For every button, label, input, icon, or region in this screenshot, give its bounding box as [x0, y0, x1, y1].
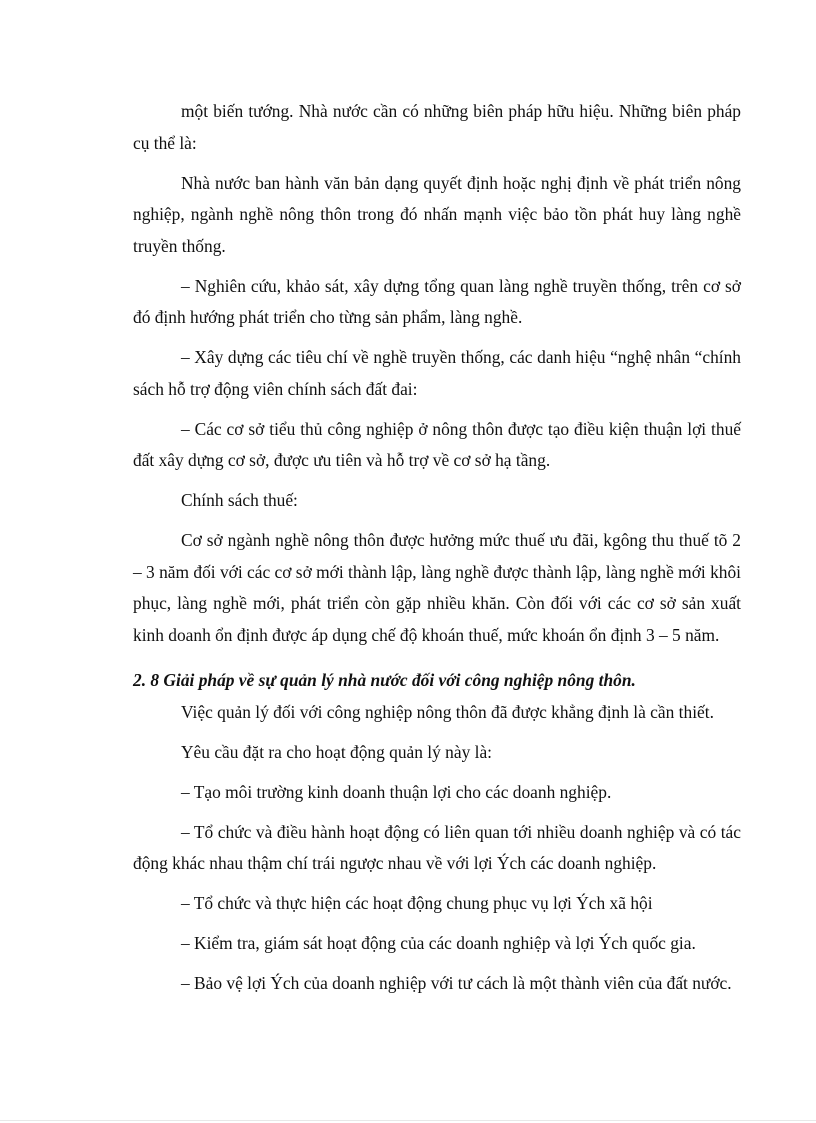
page-bottom-edge [0, 1120, 816, 1121]
paragraph: một biến tướng. Nhà nước cần có những biên pháp hữu hiệu. Những biên pháp cụ thể là: [133, 101, 741, 153]
paragraph: – Các cơ sở tiểu thủ công nghiệp ở nông thôn được tạo điều kiện thuận lợi thuế đất xây dựng cơ sở, được ưu tiên và hỗ trợ về cơ sở hạ tầng. [133, 418, 741, 470]
paragraph: – Tổ chức và thực hiện các hoạt động chung phục vụ lợi Ých xã hội [181, 893, 653, 913]
paragraph: – Xây dựng các tiêu chí về nghề truyền thống, các danh hiệu “nghệ nhân “chính sách hỗ trợ động viên chính sách đất đai: [133, 347, 741, 399]
paragraph: Nhà nước ban hành văn bản dạng quyết định hoặc nghị định về phát triển nông nghiệp, ngành nghề nông thôn trong đó nhấn mạnh việc bảo tồn phát huy làng nghề truyền thống. [133, 172, 741, 256]
paragraph: Yêu cầu đặt ra cho hoạt động quản lý này là: [181, 741, 492, 762]
section-heading: 2. 8 Giải pháp về sự quản lý nhà nước đối với công nghiệp nông thôn. [133, 670, 636, 690]
paragraph: – Bảo vệ lợi Ých của doanh nghiệp với tư cách là một thành viên của đất nước. [181, 973, 732, 993]
paragraph: – Nghiên cứu, khảo sát, xây dựng tổng quan làng nghề truyền thống, trên cơ sở đó định hướng phát triển cho từng sản phẩm, làng nghề. [133, 275, 741, 327]
paragraph: – Tạo môi trường kinh doanh thuận lợi cho các doanh nghiệp. [181, 781, 612, 802]
paragraph: Chính sách thuế: [181, 490, 298, 510]
paragraph: Cơ sở ngành nghề nông thôn được hưởng mức thuế ưu đãi, kgông thu thuế tõ 2 – 3 năm đối với các cơ sở mới thành lập, làng nghề được thành lập, làng nghề mới khôi phục, làng nghề mới, phát triển còn gặp nhiều khăn. Còn đối với các cơ sở sản xuất kinh doanh ổn định được áp dụng chế độ khoán thuế, mức khoán ổn định 3 – 5 năm. [133, 530, 741, 645]
document-body [133, 96, 741, 1008]
paragraph: Việc quản lý đối với công nghiệp nông thôn đã được khẳng định là cần thiết. [181, 701, 714, 722]
paragraph: – Tổ chức và điều hành hoạt động có liên quan tới nhiều doanh nghiệp và có tác động khác nhau thậm chí trái ngược nhau về với lợi Ých các doanh nghiệp. [133, 821, 741, 873]
paragraph: – Kiểm tra, giám sát hoạt động của các doanh nghiệp và lợi Ých quốc gia. [181, 933, 696, 953]
